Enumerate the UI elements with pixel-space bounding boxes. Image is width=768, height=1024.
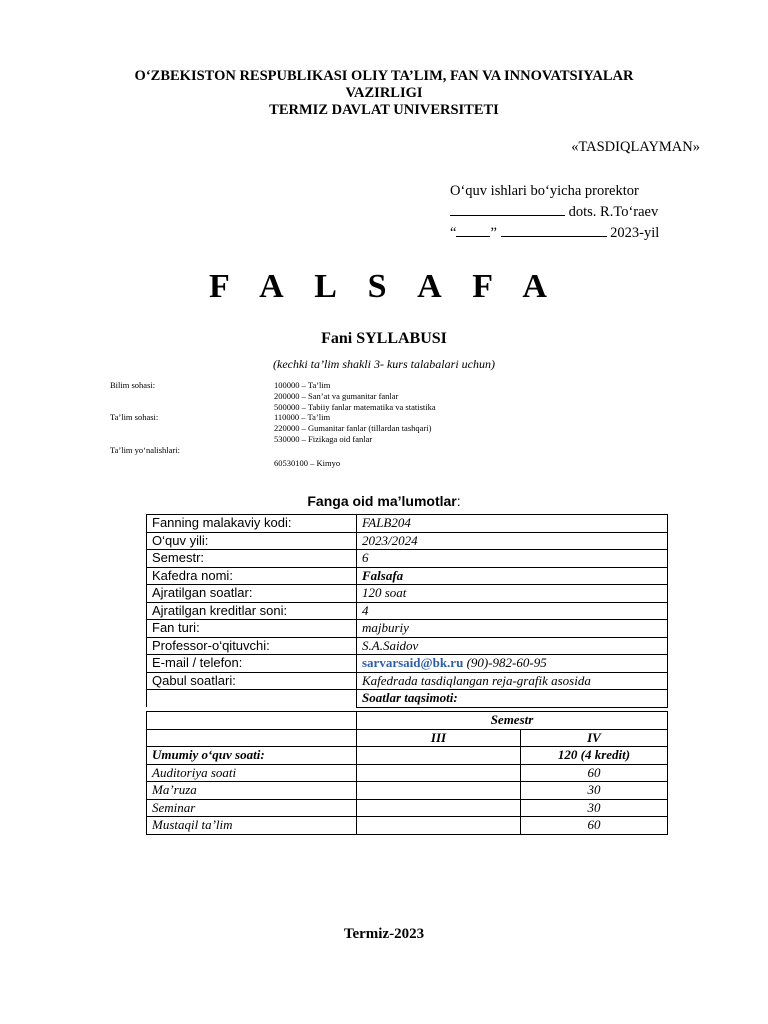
info-key: Fan turi: bbox=[147, 620, 357, 638]
hours-iii bbox=[357, 782, 521, 800]
hours-iii bbox=[357, 747, 521, 765]
semester-header: Semestr bbox=[357, 712, 668, 730]
table-row bbox=[147, 637, 668, 655]
table-row bbox=[147, 690, 668, 708]
table-row bbox=[147, 515, 668, 533]
info-key: Ajratilgan kreditlar soni: bbox=[147, 602, 357, 620]
field-label bbox=[110, 458, 274, 469]
info-key: Qabul soatlari: bbox=[147, 672, 357, 690]
hours-iv: 60 bbox=[521, 764, 668, 782]
info-key: Kafedra nomi: bbox=[147, 567, 357, 585]
field-label bbox=[110, 402, 274, 413]
hours-label: Mustaqil ta’lim bbox=[147, 817, 357, 835]
university-name: TERMIZ DAVLAT UNIVERSITETI bbox=[269, 102, 499, 118]
place-and-year: Termiz-2023 bbox=[343, 926, 425, 942]
field-row bbox=[110, 380, 534, 391]
subject-title: F A L S A F A bbox=[208, 268, 559, 305]
phone-number: (90)-982-60-95 bbox=[463, 655, 547, 671]
hours-iv: 30 bbox=[521, 799, 668, 817]
info-key: Ajratilgan soatlar: bbox=[147, 585, 357, 603]
hours-iv: 120 (4 kredit) bbox=[521, 747, 668, 765]
date-line bbox=[450, 223, 700, 244]
info-key: Professor-o‘qituvchi: bbox=[147, 637, 357, 655]
info-value: S.A.Saidov bbox=[357, 637, 668, 655]
table-row bbox=[147, 764, 668, 782]
empty-cell bbox=[147, 729, 357, 747]
table-row bbox=[147, 729, 668, 747]
info-title-colon: : bbox=[456, 493, 461, 509]
table-row bbox=[147, 655, 668, 673]
table-row bbox=[147, 620, 668, 638]
field-label: Bilim sohasi: bbox=[110, 380, 156, 390]
field-row bbox=[110, 391, 534, 402]
field-value: 60530100 – Kimyo bbox=[274, 457, 341, 468]
field-label bbox=[110, 434, 274, 445]
table-row bbox=[147, 567, 668, 585]
info-key: O‘quv yili: bbox=[147, 532, 357, 550]
table-row bbox=[147, 602, 668, 620]
hours-heading: Soatlar taqsimoti: bbox=[357, 690, 668, 708]
hours-label: Ma’ruza bbox=[147, 782, 357, 800]
approval-stamp: «TASDIQLAYMAN» bbox=[571, 139, 700, 155]
ministry-line-2: VAZIRLIGI bbox=[345, 85, 423, 101]
info-value: 120 soat bbox=[357, 585, 668, 603]
field-row bbox=[110, 434, 534, 445]
field-row bbox=[110, 458, 534, 469]
table-row bbox=[147, 747, 668, 765]
table-row bbox=[147, 672, 668, 690]
field-label: Ta’lim sohasi: bbox=[110, 412, 159, 423]
info-key: Fanning malakaviy kodi: bbox=[147, 515, 357, 533]
hours-iii bbox=[357, 817, 521, 835]
hours-iii bbox=[357, 764, 521, 782]
month-blank bbox=[501, 224, 607, 237]
field-value: 530000 – Fizikaga oid fanlar bbox=[274, 433, 373, 444]
info-value: 4 bbox=[357, 602, 668, 620]
signature-line bbox=[450, 202, 700, 223]
date-quote-open: “ bbox=[450, 225, 457, 241]
document-header bbox=[0, 68, 768, 119]
table-row bbox=[147, 585, 668, 603]
table-row bbox=[147, 817, 668, 835]
field-label bbox=[110, 391, 274, 402]
info-value: Falsafa bbox=[357, 567, 668, 585]
field-value bbox=[274, 445, 534, 456]
signature-blank bbox=[450, 203, 565, 216]
hours-iv: 30 bbox=[521, 782, 668, 800]
hours-iii bbox=[357, 799, 521, 817]
table-row bbox=[147, 799, 668, 817]
field-row bbox=[110, 445, 534, 456]
info-key: Semestr: bbox=[147, 550, 357, 568]
approval-year: 2023-yil bbox=[610, 225, 660, 241]
field-row bbox=[110, 423, 534, 434]
signer-name: dots. R.To‘raev bbox=[568, 204, 659, 220]
column-header-iii: III bbox=[357, 729, 521, 747]
hours-iv: 60 bbox=[521, 817, 668, 835]
hours-label: Seminar bbox=[147, 799, 357, 817]
column-header-iv: IV bbox=[521, 729, 668, 747]
field-row bbox=[110, 402, 534, 413]
table-row bbox=[147, 782, 668, 800]
email-link[interactable]: sarvarsaid@bk.ru bbox=[362, 655, 464, 671]
approval-block bbox=[450, 181, 700, 244]
info-title-text: Fanga oid ma’lumotlar bbox=[307, 493, 457, 509]
hours-label: Umumiy o‘quv soati: bbox=[147, 747, 357, 765]
field-value: 500000 – Tabiiy fanlar matematika va statistika bbox=[274, 401, 436, 412]
field-value: 110000 – Ta’lim bbox=[274, 412, 331, 423]
field-value: 100000 – Ta’lim bbox=[274, 380, 331, 390]
field-value: 220000 – Gumanitar fanlar (tillardan tashqari) bbox=[274, 423, 432, 434]
hours-label: Auditoriya soati bbox=[147, 764, 357, 782]
field-row bbox=[110, 412, 534, 423]
ministry-line-1: O‘ZBEKISTON RESPUBLIKASI OLIY TA’LIM, FAN VA INNOVATSIYALAR bbox=[134, 68, 634, 84]
fields-block bbox=[110, 380, 534, 468]
info-key: E-mail / telefon: bbox=[147, 655, 357, 673]
empty-cell bbox=[147, 712, 357, 730]
field-label bbox=[110, 423, 274, 434]
date-quote-close: ” bbox=[490, 225, 497, 241]
field-value: 200000 – San’at va gumanitar fanlar bbox=[274, 390, 399, 401]
subject-info-table bbox=[146, 514, 668, 708]
hours-table bbox=[146, 711, 668, 835]
audience-note: (kechki ta’lim shakli 3- kurs talabalari uchun) bbox=[273, 357, 495, 371]
approver-position: O‘quv ishlari bo‘yicha prorektor bbox=[450, 183, 639, 199]
info-value: 6 bbox=[357, 550, 668, 568]
empty-cell bbox=[147, 690, 357, 708]
syllabus-subtitle: Fani SYLLABUSI bbox=[321, 330, 447, 347]
contact-cell bbox=[357, 655, 668, 673]
info-value: Kafedrada tasdiqlangan reja-grafik asosida bbox=[357, 672, 668, 690]
info-value: majburiy bbox=[357, 620, 668, 638]
day-blank bbox=[456, 224, 490, 237]
info-value: FALB204 bbox=[357, 515, 668, 533]
table-row bbox=[147, 550, 668, 568]
table-row bbox=[147, 532, 668, 550]
field-label: Ta’lim yo‘nalishlari: bbox=[110, 444, 180, 455]
table-row bbox=[147, 712, 668, 730]
info-section-title bbox=[0, 493, 768, 509]
info-value: 2023/2024 bbox=[357, 532, 668, 550]
